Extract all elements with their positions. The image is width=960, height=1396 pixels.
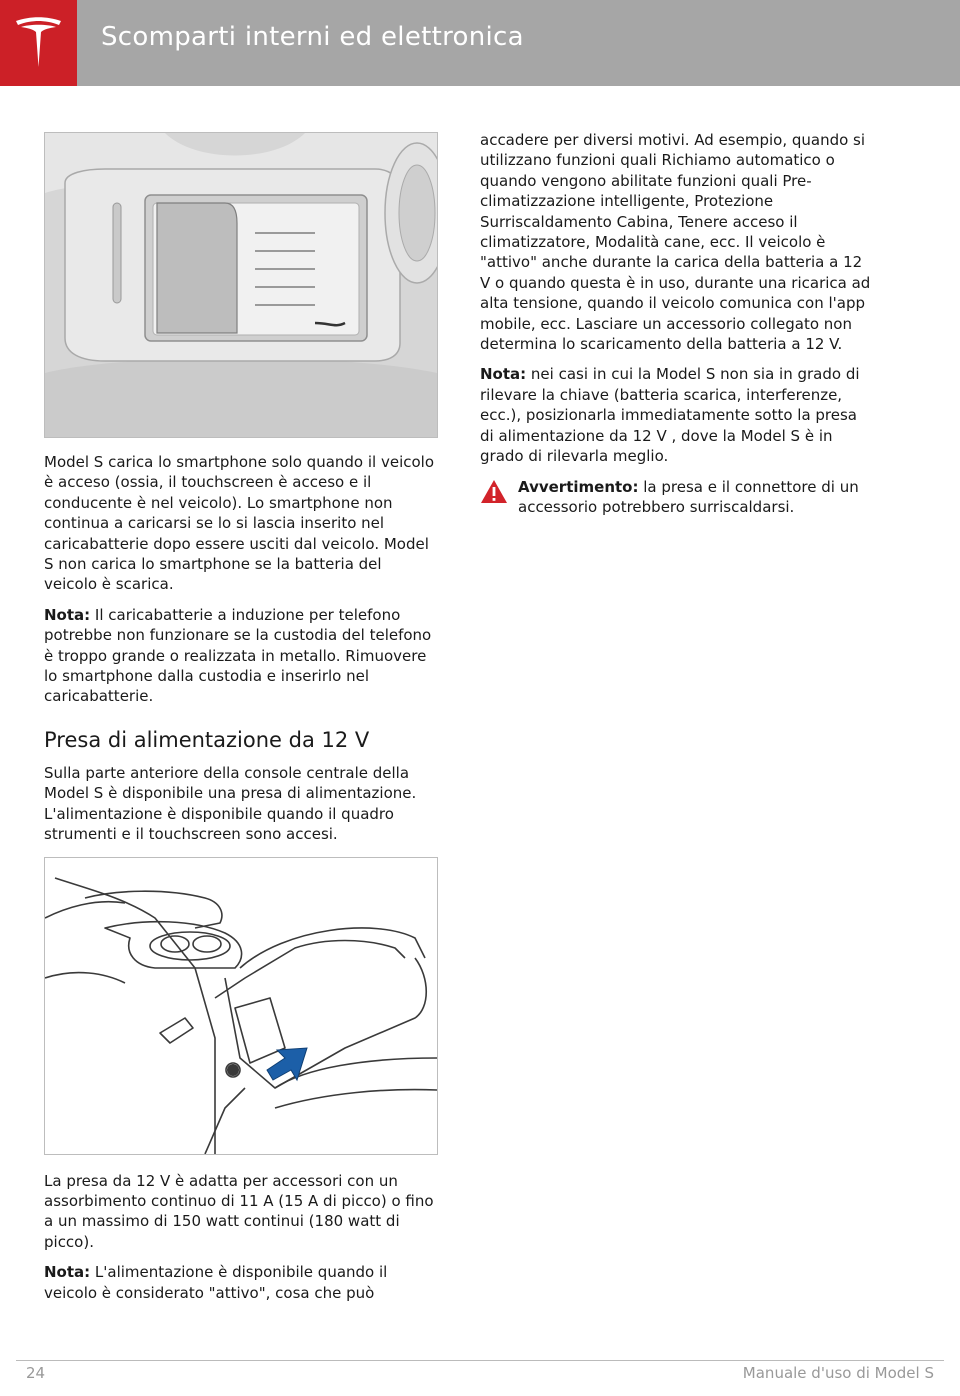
page-number: 24 (26, 1364, 46, 1382)
key-note (480, 364, 875, 466)
note-label: Nota: (480, 365, 527, 384)
note-label: Nota: (44, 605, 91, 624)
section-heading: Presa di alimentazione da 12 V (44, 727, 370, 752)
wireless-charger-figure (44, 132, 438, 438)
power-socket-illustration (45, 858, 437, 1154)
console-charger-illustration (45, 133, 437, 437)
power-socket-paragraph: Sulla parte anteriore della console centrale della Model S è disponibile una presa di alimentazione. L'alimentazione è disponibile quando il quadro strumenti e il touchscreen sono accesi. (44, 763, 417, 844)
note-text: nei casi in cui la Model S non sia in grado di rilevare la chiave (batteria scarica, interferenze, ecc.), posizionarla immediatamente sotto la presa di alimentazione da 12 V , dove la Model S è in grado di rilevarla meglio. (480, 365, 860, 466)
warning-text (518, 477, 875, 518)
power-socket-figure (44, 857, 438, 1155)
charging-note (44, 605, 439, 707)
right-column (480, 130, 875, 527)
note-text: L'alimentazione è disponibile quando il veicolo è considerato "attivo", cosa che può (44, 1263, 388, 1302)
warning-body: la presa e il connettore di un accessorio potrebbero surriscaldarsi. (518, 477, 859, 516)
charging-paragraph: Model S carica lo smartphone solo quando il veicolo è acceso (ossia, il touchscreen è acceso e il conducente è nel veicolo). Lo smartphone non continua a caricarsi se lo si lascia inserito nel caricabatterie dopo essere usciti dal veicolo. Model S non carica lo smartphone se la batteria del veicolo è scarica. (44, 453, 435, 594)
note-text: Il caricabatterie a induzione per telefono potrebbe non funzionare se la custodia del telefono è troppo grande o realizzata in metallo. Rimuovere lo smartphone dalla custodia e inserirlo nel caricabatterie. (44, 605, 432, 706)
note-label: Nota: (44, 1263, 91, 1282)
power-note (44, 1262, 439, 1303)
tesla-logo-icon (14, 17, 63, 69)
power-specs-paragraph: La presa da 12 V è adatta per accessori con un assorbimento continuo di 11 A (15 A di picco) o fino a un massimo di 150 watt continui (180 watt di picco). (44, 1171, 434, 1251)
manual-title: Manuale d'uso di Model S (742, 1364, 934, 1382)
brand-logo-box (0, 0, 77, 86)
continued-paragraph: accadere per diversi motivi. Ad esempio, quando si utilizzano funzioni quali Richiamo automatico o quando vengono abilitate funzioni quali Pre-climatizzazione intelligente, Protezione Surriscaldamento Cabina, Tenere acceso il climatizzatore, Modalità cane, ecc. Il veicolo è "attivo" anche durante la carica della batteria a 12 V o quando questa è in uso, durante una ricarica ad alta tensione, quando il veicolo comunica con l'app mobile, ecc. Lasciare un accessorio collegato non determina lo scaricamento della batteria a 12 V. (480, 131, 871, 354)
warning-label: Avvertimento: (518, 477, 639, 496)
warning-triangle-icon (480, 479, 508, 504)
footer-divider (16, 1360, 944, 1361)
left-column (44, 132, 439, 1313)
page-header (0, 0, 960, 86)
page-title: Scomparti interni ed elettronica (101, 22, 524, 52)
warning-block (480, 477, 875, 518)
